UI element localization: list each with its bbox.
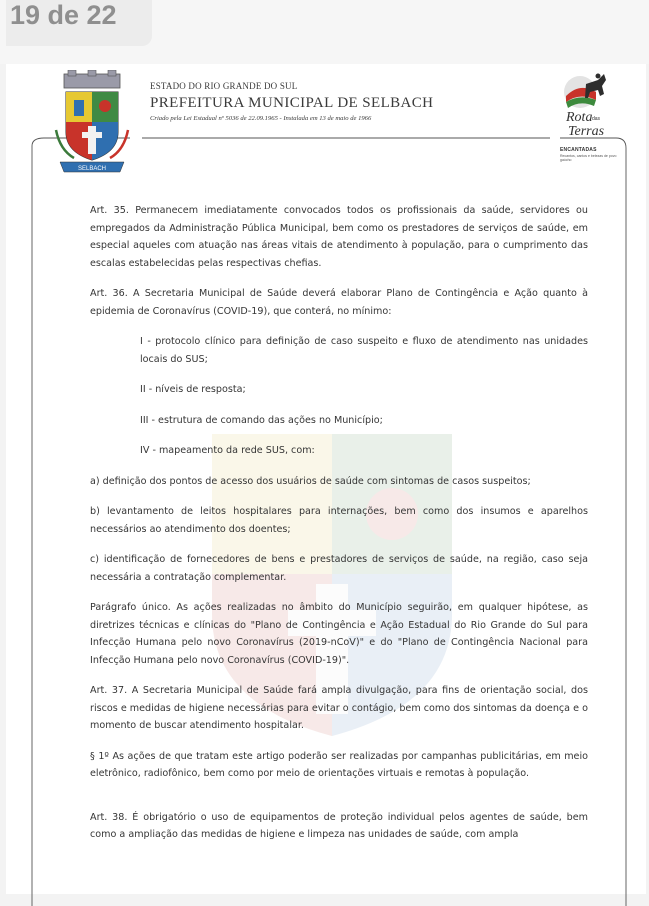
- item-b: b) levantamento de leitos hospitalares para internações, bem como dos insumos e aparelhos necessários ao atendimento dos doentes;: [90, 506, 588, 535]
- creation-law-text: Criado pela Lei Estadual nº 5036 de 22.09.1965 - Instalada em 13 de maio de 1966: [150, 115, 372, 122]
- rota-das-word: das: [592, 116, 601, 122]
- crest-ribbon-text: SELBACH: [77, 166, 107, 172]
- item-ii: II - níveis de resposta;: [140, 384, 246, 395]
- page-counter: 19 de 22: [6, 0, 152, 46]
- paragrafo-unico: Parágrafo único. As ações realizadas no âmbito do Município seguirão, em qualquer hipótese, as diretrizes técnicas e clínicas do "Plano de Contingência e Ação Estadual do Rio Grande do Sul para Infecção Humana pelo novo Coronavírus (2019-nCoV)" e do "Plano de Contingência Nacional para Infecção Humana pelo novo Coronavírus (COVID-19)".: [90, 602, 588, 666]
- rota-tagline: Recantos, cantos e belezas de povo gaúcho: [560, 154, 617, 162]
- item-a: a) definição dos pontos de acesso dos usuários de saúde com sintomas de casos suspeitos;: [90, 475, 531, 487]
- item-c: c) identificação de fornecedores de bens e prestadores de serviços de saúde, na região, caso seja necessária a contratação complementar.: [90, 554, 588, 583]
- rota-das-terras-logo: [558, 70, 620, 166]
- terras-word: Terras: [568, 124, 605, 139]
- selbach-coat-of-arms-icon: [54, 70, 130, 174]
- item-i: I - protocolo clínico para definição de caso suspeito e fluxo de atendimento nas unidades locais do SUS;: [140, 336, 588, 365]
- article-36: Art. 36. A Secretaria Municipal de Saúde deverá elaborar Plano de Contingência e Ação quanto à epidemia de Coronavírus (COVID-19), que conterá, no mínimo:: [90, 288, 588, 317]
- encantadas-word: ENCANTADAS: [560, 147, 597, 153]
- document-page: [6, 64, 646, 894]
- article-38: Art. 38. É obrigatório o uso de equipamentos de proteção individual pelos agentes de saúde, bem como a ampliação das medidas de higiene e limpeza nas unidades de saúde, com ampla: [90, 811, 588, 840]
- viewer-toolbar: [0, 0, 649, 64]
- prefeitura-name: PREFEITURA MUNICIPAL DE SELBACH: [150, 95, 434, 111]
- state-name: ESTADO DO RIO GRANDE DO SUL: [150, 81, 298, 91]
- paragraph-1: § 1º As ações de que tratam este artigo poderão ser realizadas por campanhas publicitárias, em meio eletrônico, radiofônico, bem como por meio de orientações virtuais e remotas à população.: [90, 750, 588, 779]
- rota-horse-rider-icon: [558, 70, 620, 114]
- article-37: Art. 37. A Secretaria Municipal de Saúde fará ampla divulgação, para fins de orientação social, dos riscos e medidas de higiene necessárias para evitar o contágio, bem como dos sintomas da doença e o momento de buscar atendimento hospitalar.: [90, 685, 588, 731]
- letterhead-text: [150, 81, 433, 122]
- document-body: [90, 202, 588, 844]
- item-iii: III - estrutura de comando das ações no Município;: [140, 414, 383, 426]
- article-35: Art. 35. Permanecem imediatamente convocados todos os profissionais da saúde, servidores ou empregados da Administração Pública Municipal, bem como os prestadores de serviços de saúde, em especial aqueles com atuação nas áreas vitais de atendimento à população, para o cumprimento das escalas estabelecidas pelas respectivas chefias.: [90, 205, 588, 269]
- item-iv: IV - mapeamento da rede SUS, com:: [140, 445, 315, 456]
- rota-word: Rota: [566, 110, 593, 125]
